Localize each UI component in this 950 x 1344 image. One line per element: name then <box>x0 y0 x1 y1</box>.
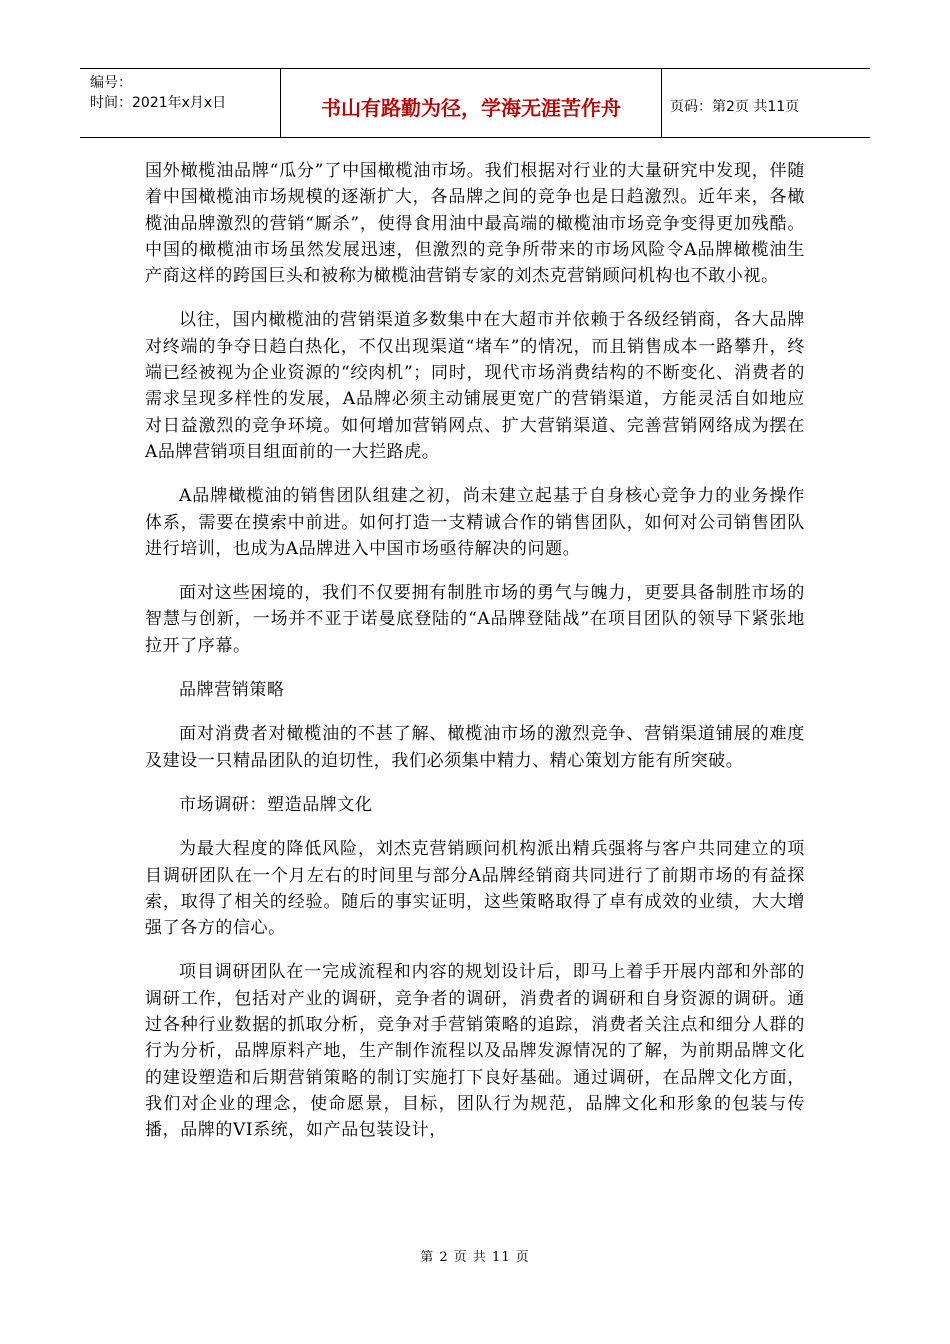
section-heading-market-research: 市场调研：塑造品牌文化 <box>179 794 373 815</box>
header-meta-cell <box>80 69 281 137</box>
paragraph-1: 国外橄榄油品牌“瓜分”了中国橄榄油市场。我们根据对行业的大量研究中发现，伴随着中国橄榄油市场规模的逐渐扩大，各品牌之间的竞争也是日趋激烈。近年来，各橄榄油品牌激烈的营销“厮杀”，使得食用油中最高端的橄榄油市场竞争变得更加残酷。中国的橄榄油市场虽然发展迅速，但激烈的竞争所带来的市场风险令A品牌橄榄油生产商这样的跨国巨头和被称为橄榄油营销专家的刘杰克营销顾问机构也不敢小视。 <box>145 161 805 287</box>
paragraph-4: 面对这些困境的，我们不仅要拥有制胜市场的勇气与魄力，更要具备制胜市场的智慧与创新，一场并不亚于诺曼底登陆的“A品牌登陆战”在项目团队的领导下紧张地拉开了序幕。 <box>145 583 805 656</box>
document-body <box>145 158 805 1162</box>
header-motto: 书山有路勤为径，学海无涯苦作舟 <box>281 69 662 137</box>
page-footer: 第 2 页 共 11 页 <box>420 1250 530 1265</box>
document-header <box>80 68 870 138</box>
document-time-label: 时间：2021年x月x日 <box>90 95 227 111</box>
header-page-info: 页码：第2页 共11页 <box>670 99 800 115</box>
paragraph-2: 以往，国内橄榄油的营销渠道多数集中在大超市并依赖于各级经销商，各大品牌对终端的争夺日趋白热化，不仅出现渠道“堵车”的情况，而且销售成本一路攀升，终端已经被视为企业资源的“绞肉机”；同时，现代市场消费结构的不断变化、消费者的需求呈现多样性的发展，A品牌必须主动铺展更宽广的营销渠道，方能灵活自如地应对日益激烈的竞争环境。如何增加营销网点、扩大营销渠道、完善营销网络成为摆在A品牌营销项目组面前的一大拦路虎。 <box>145 310 805 462</box>
section-heading-brand-strategy: 品牌营销策略 <box>179 680 285 701</box>
document-number-label: 编号： <box>90 75 132 91</box>
paragraph-5: 面对消费者对橄榄油的不甚了解、橄榄油市场的激烈竞争、营销渠道铺展的难度及建设一只精品团队的迫切性，我们必须集中精力、精心策划方能有所突破。 <box>145 724 805 771</box>
paragraph-6: 为最大程度的降低风险，刘杰克营销顾问机构派出精兵强将与客户共同建立的项目调研团队在一个月左右的时间里与部分A品牌经销商共同进行了前期市场的有益探索，取得了相关的经验。随后的事实证明，这些策略取得了卓有成效的业绩，大大增强了各方的信心。 <box>145 839 805 939</box>
paragraph-7: 项目调研团队在一完成流程和内容的规划设计后，即马上着手开展内部和外部的调研工作，包括对产业的调研，竞争者的调研，消费者的调研和自身资源的调研。通过各种行业数据的抓取分析，竞争对手营销策略的追踪，消费者关注点和细分人群的行为分析，品牌原料产地，生产制作流程以及品牌发源情况的了解，为前期品牌文化的建设塑造和后期营销策略的制订实施打下良好基础。通过调研，在品牌文化方面，我们对企业的理念，使命愿景，目标，团队行为规范，品牌文化和形象的包装与传播，品牌的VI系统，如产品包装设计， <box>145 962 805 1141</box>
paragraph-3: A品牌橄榄油的销售团队组建之初，尚未建立起基于自身核心竞争力的业务操作体系，需要在摸索中前进。如何打造一支精诚合作的销售团队，如何对公司销售团队进行培训，也成为A品牌进入中国市场亟待解决的问题。 <box>145 486 805 559</box>
